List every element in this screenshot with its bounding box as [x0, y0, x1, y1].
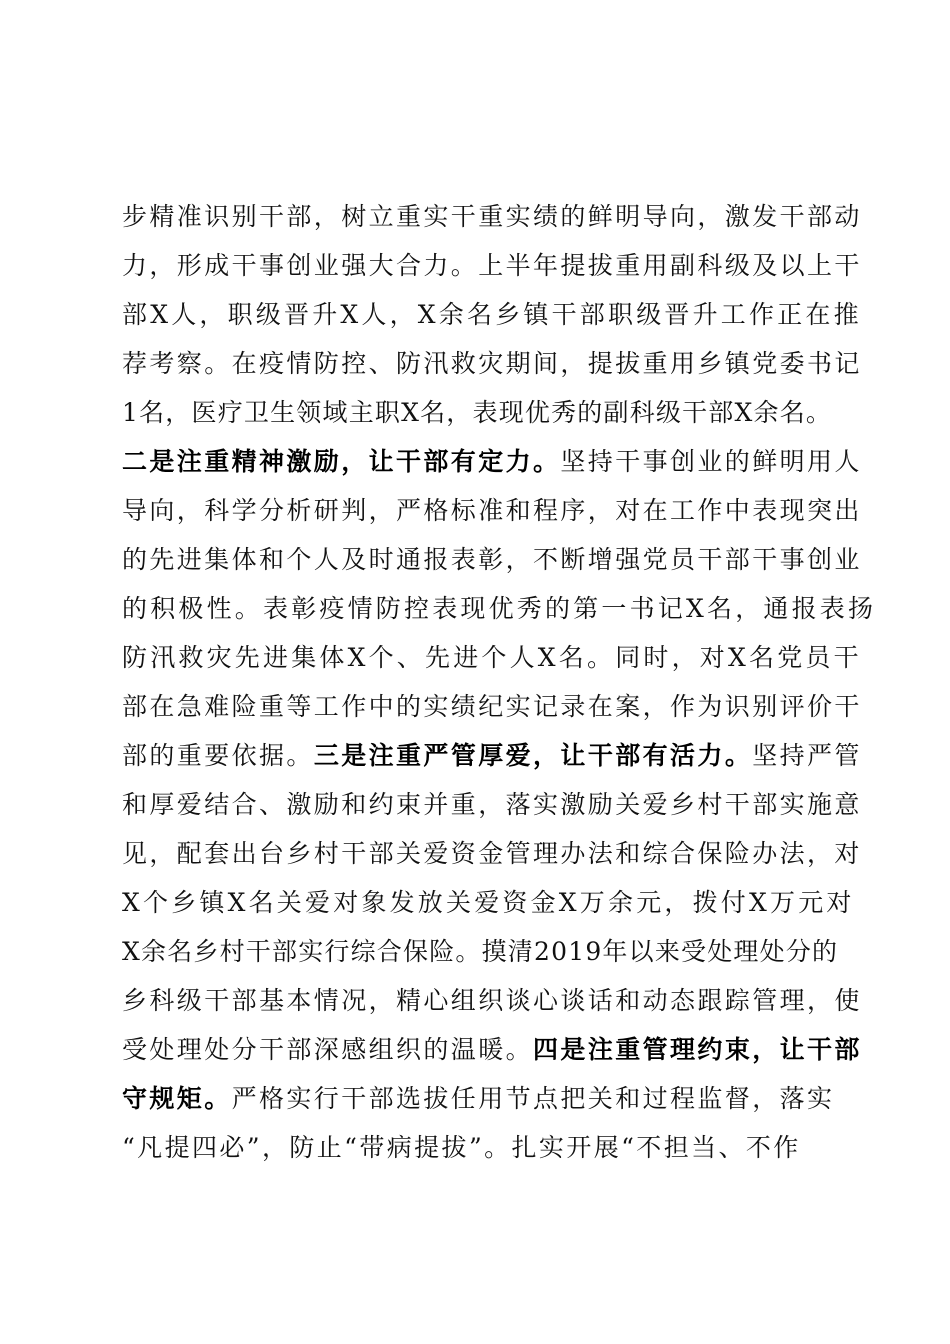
text-run: 导向，科学分析研判，严格标准和程序，对在工作中表现突出: [122, 496, 862, 525]
body-text: [122, 192, 877, 1172]
text-line: [122, 1123, 832, 1172]
text-line: [122, 290, 862, 339]
text-run: 严格实行干部选拔任用节点把关和过程监督，落实: [231, 1084, 835, 1113]
text-line: [122, 976, 862, 1025]
text-line: [122, 731, 862, 780]
text-run: 见，配套出台乡村干部关爱资金管理办法和综合保险办法，对: [122, 839, 862, 868]
text-run: 步精准识别干部，树立重实干重实绩的鲜明导向，激发干部动: [122, 202, 862, 231]
text-run: 防汛救灾先进集体X个、先进个人X名。同时，对X名党员干: [122, 643, 862, 672]
section-heading-2: 二是注重精神激励，让干部有定力。: [122, 447, 561, 476]
text-run: 的积极性。表彰疫情防控表现优秀的第一书记X名，通报表扬: [122, 594, 877, 623]
text-line: [122, 633, 862, 682]
text-line: [122, 927, 839, 976]
text-line: [122, 780, 862, 829]
text-run: 1名，医疗卫生领域主职X名，表现优秀的副科级干部X余名。: [122, 398, 833, 427]
text-run: 的先进集体和个人及时通报表彰，不断增强党员干部干事创业: [122, 545, 862, 574]
text-run: 乡科级干部基本情况，精心组织谈心谈话和动态跟踪管理，使: [122, 986, 862, 1015]
section-heading-4-cont: 守规矩。: [122, 1084, 232, 1113]
text-run: “凡提四必”，防止“带病提拔”。扎实开展“不担当、不作: [122, 1133, 801, 1162]
text-line: [122, 388, 832, 437]
text-line: [122, 682, 862, 731]
text-line: [122, 486, 862, 535]
text-run: 力，形成干事创业强大合力。上半年提拔重用副科级及以上干: [122, 251, 862, 280]
text-line: [122, 1025, 862, 1074]
text-run: 部X人，职级晋升X人，X余名乡镇干部职级晋升工作正在推: [122, 300, 862, 329]
text-run: 荐考察。在疫情防控、防汛救灾期间，提拔重用乡镇党委书记: [122, 349, 862, 378]
section-heading-4: 四是注重管理约束，让干部: [533, 1035, 862, 1064]
text-run: 部的重要依据。: [122, 741, 314, 770]
text-line: [122, 535, 862, 584]
text-run: 受处理处分干部深感组织的温暖。: [122, 1035, 534, 1064]
text-line: [122, 241, 862, 290]
text-line: [122, 584, 877, 633]
text-run: X个乡镇X名关爱对象发放关爱资金X万余元，拨付X万元对: [122, 888, 855, 917]
text-run: 坚持干事创业的鲜明用人: [560, 447, 862, 476]
text-line: [122, 437, 862, 486]
text-run: 坚持严管: [752, 741, 862, 770]
text-line: [122, 1074, 835, 1123]
text-run: X余名乡村干部实行综合保险。摸清2019年以来受处理处分的: [122, 937, 839, 966]
section-heading-3: 三是注重严管厚爱，让干部有活力。: [313, 741, 753, 770]
text-line: [122, 192, 862, 241]
text-line: [122, 829, 862, 878]
text-run: 部在急难险重等工作中的实绩纪实记录在案，作为识别评价干: [122, 692, 862, 721]
text-line: [122, 878, 855, 927]
text-line: [122, 339, 862, 388]
text-run: 和厚爱结合、激励和约束并重，落实激励关爱乡村干部实施意: [122, 790, 862, 819]
